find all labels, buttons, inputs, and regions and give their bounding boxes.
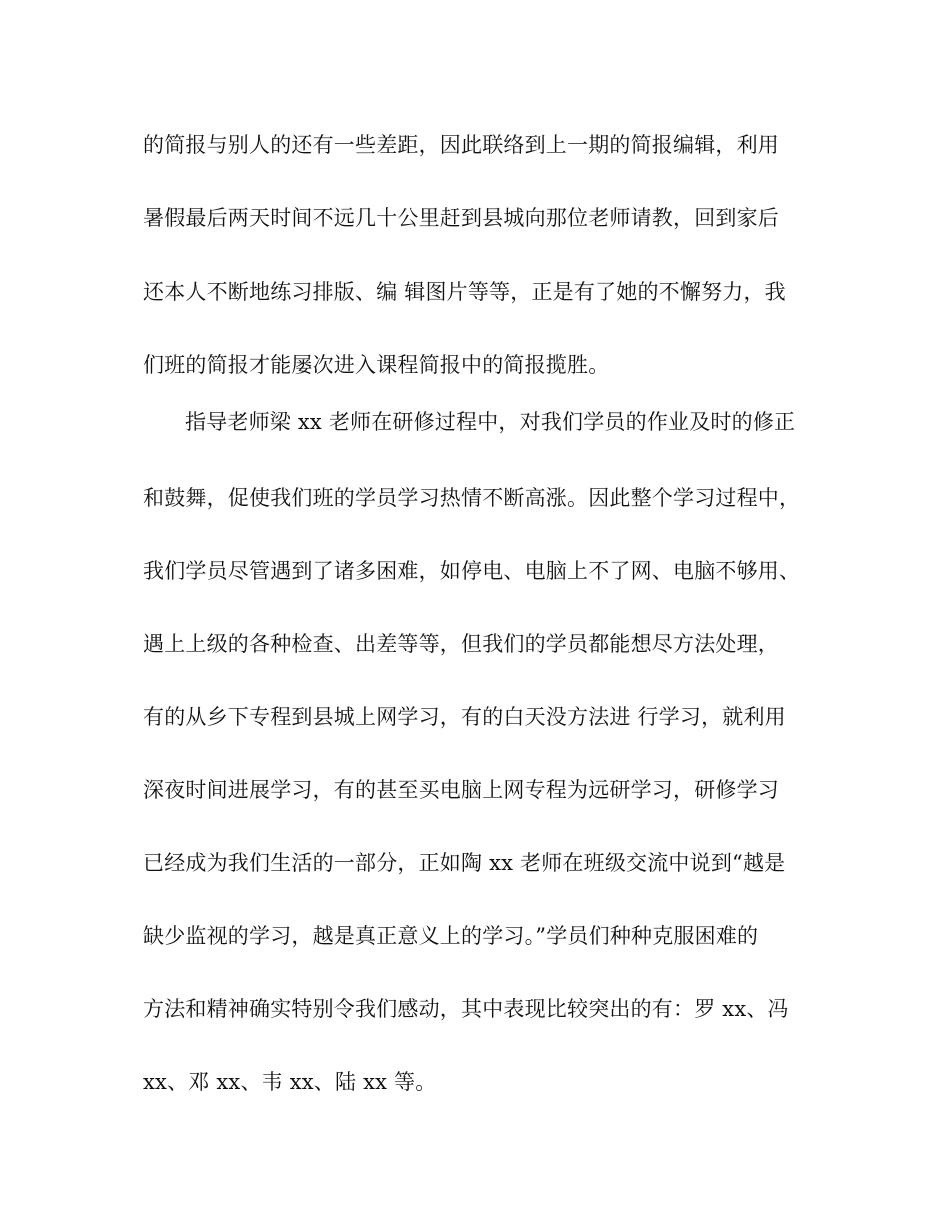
text-line-3: 还本人不断地练习排版、编 辑图片等等，正是有了她的不懈努力，我 (143, 280, 786, 304)
text-line-6: 和鼓舞，促使我们班的学员学习热情不断高涨。因此整个学习过程中， (143, 486, 801, 510)
paragraph-start-line: 指导老师梁 xx 老师在研修过程中，对我们学员的作业及时的修正 (185, 410, 796, 434)
text-line-9: 有的从乡下专程到县城上网学习，有的白天没方法进 行学习，就利用 (143, 705, 786, 729)
text-line-2: 暑假最后两天时间不远几十公里赶到县城向那位老师请教，回到家后 (143, 206, 779, 230)
text-line-1: 的简报与别人的还有一些差距，因此联络到上一期的简报编辑，利用 (143, 133, 779, 157)
text-line-14: xx、邓 xx、韦 xx、陆 xx 等。 (143, 1070, 437, 1094)
text-line-12: 缺少监视的学习，越是真正意义上的学习。”学员们种种克服困难的 (143, 924, 759, 948)
text-line-11: 已经成为我们生活的一部分，正如陶 xx 老师在班级交流中说到“越是 (143, 851, 786, 875)
text-line-10: 深夜时间进展学习，有的甚至买电脑上网专程为远研学习，研修学习 (143, 778, 779, 802)
text-line-8: 遇上上级的各种检查、出差等等，但我们的学员都能想尽方法处理， (143, 632, 779, 656)
text-line-7: 我们学员尽管遇到了诸多困难，如停电、电脑上不了网、电脑不够用、 (143, 559, 801, 583)
text-line-13: 方法和精神确实特别令我们感动，其中表现比较突出的有：罗 xx、冯 (143, 997, 789, 1021)
text-line-4: 们班的简报才能屡次进入课程简报中的简报揽胜。 (143, 353, 610, 377)
